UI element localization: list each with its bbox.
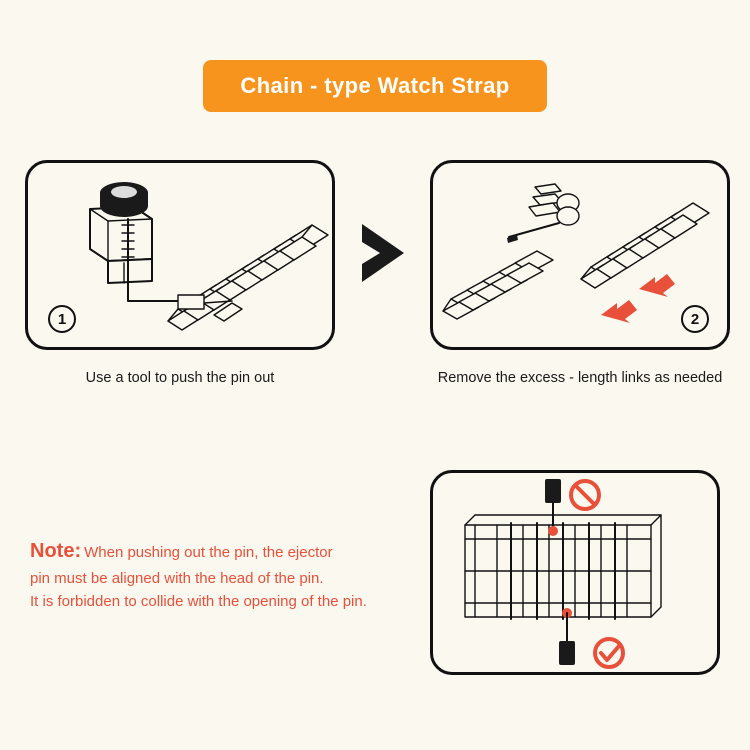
step-1-number: 1 [48,305,76,333]
note-text-2: pin must be aligned with the head of the pin. [30,570,324,587]
note-line-1 [30,536,420,567]
note-text-3: It is forbidden to collide with the opening of the pin. [30,593,367,611]
page-title: Chain - type Watch Strap [240,73,510,98]
step-1-panel [25,160,335,350]
step-2-caption: Remove the excess - length links as needed [437,370,723,386]
note-label: Note: [30,540,82,562]
chevron-right-arrow-icon [356,222,410,284]
note-block [30,536,420,614]
step-2-panel [430,160,730,350]
pin-alignment-detail-panel [430,470,720,675]
pin-alignment-illustration [433,473,717,672]
note-text-1: When pushing out the pin, the ejector [84,544,333,561]
step-1-caption: Use a tool to push the pin out [85,370,275,386]
page-title-badge [203,60,547,112]
step-2-number: 2 [681,305,709,333]
